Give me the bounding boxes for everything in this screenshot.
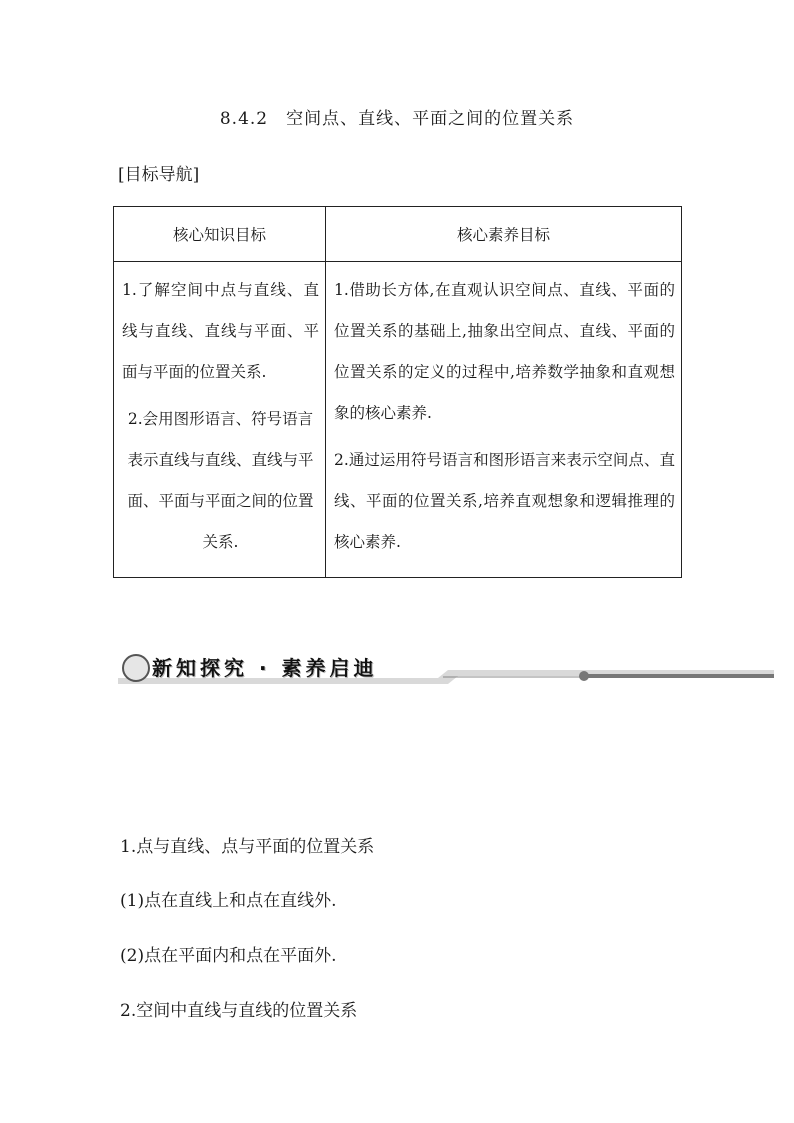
literacy-goal-2: 2.通过运用符号语言和图形语言来表示空间点、直线、平面的位置关系,培养直观想象和逻辑推理的核心素养. [334, 451, 675, 551]
magnifier-badge-icon [122, 654, 150, 682]
knowledge-goal-1: 1.了解空间中点与直线、直线与直线、直线与平面、平面与平面的位置关系. [122, 281, 319, 381]
knowledge-goals-cell [114, 262, 326, 578]
page-title: 8.4.2 空间点、直线、平面之间的位置关系 [219, 109, 575, 129]
goals-table [113, 206, 682, 578]
header-knowledge-goals: 核心知识目标 [114, 207, 326, 262]
section-banner [118, 646, 774, 684]
banner-title: 新知探究 · 素养启迪 [152, 656, 378, 680]
content-heading-2: 2.空间中直线与直线的位置关系 [120, 1001, 358, 1021]
header-literacy-goals: 核心素养目标 [326, 207, 682, 262]
content-item-1: (1)点在直线上和点在直线外. [120, 891, 337, 911]
literacy-goal-1: 1.借助长方体,在直观认识空间点、直线、平面的位置关系的基础上,抽象出空间点、直线、平面的位置关系的定义的过程中,培养数学抽象和直观想象的核心素养. [334, 281, 675, 422]
content-item-2: (2)点在平面内和点在平面外. [120, 946, 337, 966]
literacy-goals-cell [326, 262, 682, 578]
table-header-row [114, 207, 682, 262]
table-row [114, 262, 682, 578]
section-label-goal-navigation: [目标导航] [118, 165, 200, 185]
knowledge-goal-2: 2.会用图形语言、符号语言表示直线与直线、直线与平面、平面与平面之间的位置关系. [127, 410, 314, 551]
content-heading-1: 1.点与直线、点与平面的位置关系 [120, 837, 375, 857]
